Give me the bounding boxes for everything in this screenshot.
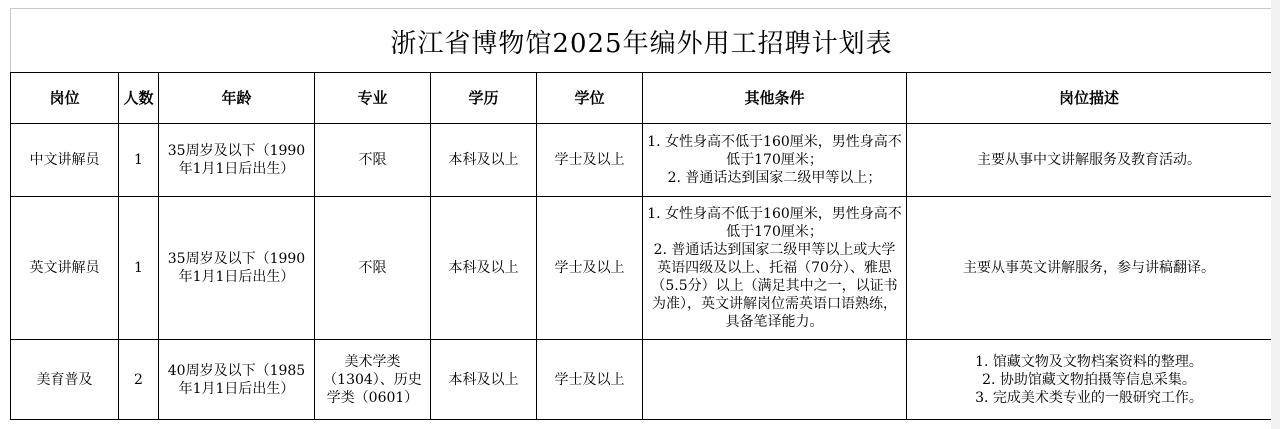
conditions-cell [643, 340, 907, 420]
education-cell: 本科及以上 [431, 340, 537, 420]
condition-line: 1. 女性身高不低于160厘米，男性身高不低于170厘米； [647, 206, 902, 240]
header-count: 人数 [119, 73, 159, 124]
header-education: 学历 [431, 73, 537, 124]
window-edge [1271, 0, 1280, 429]
description-line: 3. 完成美术类专业的一般研究工作。 [975, 389, 1203, 406]
description-cell [907, 124, 1272, 197]
description-cell [907, 340, 1272, 420]
position-cell: 中文讲解员 [11, 124, 119, 197]
header-conditions: 其他条件 [643, 73, 907, 124]
count-cell: 1 [119, 197, 159, 340]
header-row [11, 73, 1272, 124]
count-cell: 2 [119, 340, 159, 420]
major-cell: 美术学类（1304）、历史学类（0601） [315, 340, 431, 420]
education-cell: 本科及以上 [431, 197, 537, 340]
description-line: 主要从事中文讲解服务及教育活动。 [977, 152, 1201, 168]
recruitment-sheet [10, 0, 1271, 429]
degree-cell: 学士及以上 [537, 197, 643, 340]
major-cell: 不限 [315, 124, 431, 197]
header-description: 岗位描述 [907, 73, 1272, 124]
count-cell: 1 [119, 124, 159, 197]
header-major: 专业 [315, 73, 431, 124]
condition-line: 2. 普通话达到国家二级甲等以上； [667, 170, 882, 186]
degree-cell: 学士及以上 [537, 340, 643, 420]
table-row [11, 340, 1272, 420]
position-cell: 美育普及 [11, 340, 119, 420]
description-line: 2. 协助馆藏文物拍摄等信息采集。 [982, 371, 1196, 388]
recruitment-table [10, 72, 1272, 420]
conditions-cell [643, 197, 907, 340]
page-title: 浙江省博物馆2025年编外用工招聘计划表 [390, 28, 893, 59]
degree-cell: 学士及以上 [537, 124, 643, 197]
table-row [11, 197, 1272, 340]
table-row [11, 124, 1272, 197]
major-cell: 不限 [315, 197, 431, 340]
position-cell: 英文讲解员 [11, 197, 119, 340]
title-row [10, 8, 1273, 73]
description-line: 1. 馆藏文物及文物档案资料的整理。 [975, 353, 1203, 370]
header-age: 年龄 [159, 73, 315, 124]
description-cell [907, 197, 1272, 340]
age-cell: 35周岁及以下（1990年1月1日后出生） [159, 124, 315, 197]
education-cell: 本科及以上 [431, 124, 537, 197]
age-cell: 35周岁及以下（1990年1月1日后出生） [159, 197, 315, 340]
age-cell: 40周岁及以下（1985年1月1日后出生） [159, 340, 315, 420]
description-line: 主要从事英文讲解服务，参与讲稿翻译。 [963, 260, 1215, 276]
condition-line: 2. 普通话达到国家二级甲等以上或大学英语四级及以上、托福（70分）、雅思（5.5分）以上（满足其中之一，以证书为准），英文讲解岗位需英语口语熟练，具备笔译能力。 [651, 242, 898, 330]
conditions-cell [643, 124, 907, 197]
header-position: 岗位 [11, 73, 119, 124]
condition-line: 1. 女性身高不低于160厘米，男性身高不低于170厘米； [647, 134, 902, 168]
header-degree: 学位 [537, 73, 643, 124]
